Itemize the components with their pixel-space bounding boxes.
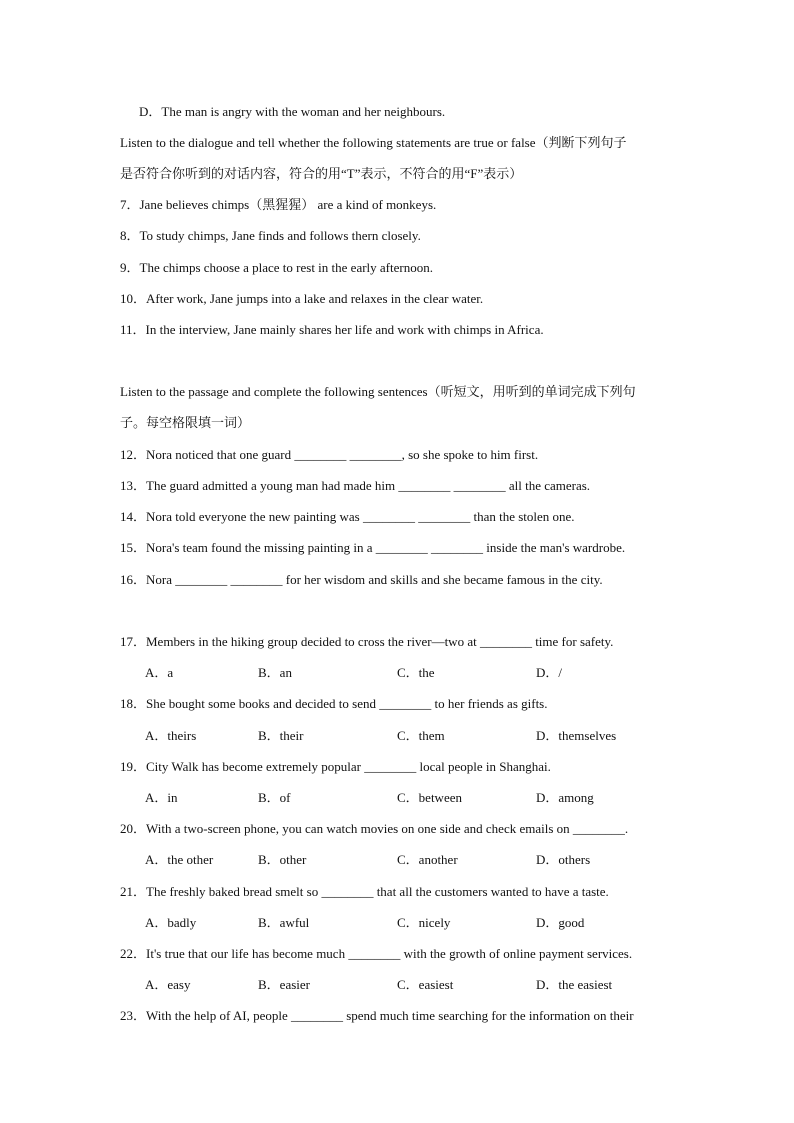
question-10: 10．After work, Jane jumps into a lake and relaxes in the clear water. — [120, 291, 484, 306]
option-a: A．in — [145, 790, 178, 805]
option-a: A．the other — [145, 852, 214, 867]
option-c: C．between — [397, 790, 462, 805]
question-7: 7．Jane believes chimps（黑猩猩） are a kind of monkeys. — [120, 197, 437, 212]
option-b: B．an — [258, 665, 292, 680]
question-17: 17．Members in the hiking group decided to cross the river—two at ________ time for safety. — [120, 634, 614, 649]
question-22: 22．It's true that our life has become much ________ with the growth of online payment services. — [120, 946, 633, 961]
option-c: C．them — [397, 728, 445, 743]
question-23: 23．With the help of AI, people ________ spend much time searching for the information on their — [120, 1008, 634, 1023]
question-11: 11．In the interview, Jane mainly shares her life and work with chimps in Africa. — [120, 322, 544, 337]
question-16: 16．Nora ________ ________ for her wisdom and skills and she became famous in the city. — [120, 572, 603, 587]
option-d: D．the easiest — [536, 977, 613, 992]
option-b: B．other — [258, 852, 307, 867]
option-d: D．among — [536, 790, 594, 805]
option-c: C．the — [397, 665, 435, 680]
option-c: C．easiest — [397, 977, 454, 992]
question-15: 15．Nora's team found the missing painting in a ________ ________ inside the man's wardrobe. — [120, 540, 626, 555]
option-b: B．easier — [258, 977, 310, 992]
question-13: 13．The guard admitted a young man had made him ________ ________ all the cameras. — [120, 478, 591, 493]
option-c: C．nicely — [397, 915, 451, 930]
question-18: 18．She bought some books and decided to send ________ to her friends as gifts. — [120, 696, 548, 711]
option-d: D．good — [536, 915, 585, 930]
section-instruction-dialogue-cont: 是否符合你听到的对话内容，符合的用“T”表示，不符合的用“F”表示） — [120, 166, 523, 181]
question-20: 20．With a two-screen phone, you can watch movies on one side and check emails on ________. — [120, 821, 629, 836]
question-14: 14．Nora told everyone the new painting was ________ ________ than the stolen one. — [120, 509, 575, 524]
section-instruction-dialogue: Listen to the dialogue and tell whether the following statements are true or false（判断下列句子 — [120, 135, 627, 150]
question-8: 8．To study chimps, Jane finds and follows thern closely. — [120, 228, 421, 243]
option-b: B．awful — [258, 915, 310, 930]
option-a: A．badly — [145, 915, 197, 930]
option-c: C．another — [397, 852, 458, 867]
question-12: 12．Nora noticed that one guard ________ ________, so she spoke to him first. — [120, 447, 539, 462]
option-d: D．/ — [536, 665, 563, 680]
option-b: B．of — [258, 790, 291, 805]
section-instruction-passage: Listen to the passage and complete the following sentences（听短文，用听到的单词完成下列句 — [120, 384, 636, 399]
question-9: 9．The chimps choose a place to rest in the early afternoon. — [120, 260, 433, 275]
question-19: 19．City Walk has become extremely popular ________ local people in Shanghai. — [120, 759, 551, 774]
option-d: D．others — [536, 852, 591, 867]
section-instruction-passage-cont: 子。每空格限填一词） — [120, 415, 251, 430]
option-a: A．theirs — [145, 728, 197, 743]
option-a: A．a — [145, 665, 174, 680]
option-d: D．themselves — [536, 728, 617, 743]
option-d-line: D．The man is angry with the woman and her neighbours. — [139, 104, 446, 119]
option-a: A．easy — [145, 977, 191, 992]
question-21: 21．The freshly baked bread smelt so ________ that all the customers wanted to have a taste. — [120, 884, 609, 899]
option-b: B．their — [258, 728, 304, 743]
